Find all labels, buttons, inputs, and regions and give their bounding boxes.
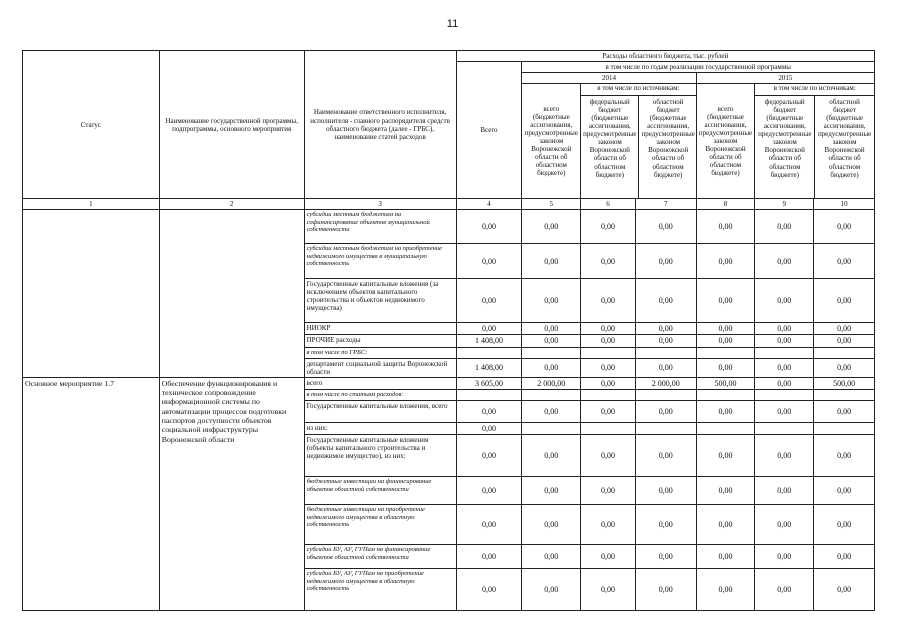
column-number-3: 3 bbox=[304, 199, 456, 210]
row-label: в том числе по ГРБС: bbox=[304, 347, 456, 358]
value-cell: 0,00 bbox=[522, 279, 581, 323]
value-cell: 3 605,00 bbox=[456, 377, 522, 389]
value-cell bbox=[456, 389, 522, 400]
value-cell: 0,00 bbox=[696, 545, 755, 569]
value-cell bbox=[755, 389, 814, 400]
column-number-1: 1 bbox=[23, 199, 160, 210]
header-regional-2014: областной бюджет (бюджетные ассигнования, предусмотренные законом Воронежской области об областном бюджете) bbox=[641, 98, 695, 179]
row-label: департамент социальной защиты Воронежской области bbox=[304, 358, 456, 377]
value-cell: 0,00 bbox=[456, 435, 522, 477]
value-cell: 0,00 bbox=[814, 358, 875, 377]
value-cell: 0,00 bbox=[696, 279, 755, 323]
value-cell: 0,00 bbox=[814, 400, 875, 422]
row-label: из них: bbox=[304, 422, 456, 434]
header-by-sources-2015: в том числе по источникам: bbox=[755, 84, 874, 96]
value-cell: 0,00 bbox=[696, 244, 755, 279]
value-cell: 0,00 bbox=[456, 477, 522, 505]
value-cell: 0,00 bbox=[696, 335, 755, 347]
header-total-budget-2015: всего (бюджетные ассигнования, предусмотренные законом Воронежской области об областном бюджете) bbox=[696, 84, 755, 199]
value-cell bbox=[696, 389, 755, 400]
value-cell: 0,00 bbox=[696, 210, 755, 244]
value-cell: 0,00 bbox=[456, 505, 522, 545]
value-cell: 0,00 bbox=[456, 323, 522, 335]
value-cell: 0,00 bbox=[581, 210, 636, 244]
value-cell: 0,00 bbox=[814, 505, 875, 545]
value-cell: 0,00 bbox=[456, 244, 522, 279]
header-executor-name: Наименование ответственного исполнителя, исполнителя - главного распорядителя средств областного бюджета (далее - ГРБС), наименование статей расходов bbox=[304, 51, 456, 199]
table-body bbox=[23, 210, 875, 611]
header-sources-2014 bbox=[581, 84, 696, 199]
header-status: Статус bbox=[23, 51, 160, 199]
value-cell: 0,00 bbox=[696, 569, 755, 611]
value-cell: 0,00 bbox=[814, 435, 875, 477]
value-cell: 0,00 bbox=[522, 323, 581, 335]
header-federal-2014: федеральный бюджет (бюджетные ассигнования, предусмотренные законом Воронежской области об областном бюджете) bbox=[581, 96, 639, 198]
column-number-5: 5 bbox=[522, 199, 581, 210]
value-cell: 0,00 bbox=[755, 435, 814, 477]
value-cell bbox=[814, 347, 875, 358]
value-cell: 0,00 bbox=[522, 477, 581, 505]
value-cell: 0,00 bbox=[814, 477, 875, 505]
value-cell bbox=[635, 422, 696, 434]
value-cell: 0,00 bbox=[755, 377, 814, 389]
value-cell bbox=[755, 422, 814, 434]
value-cell: 0,00 bbox=[755, 545, 814, 569]
header-total: Всего bbox=[456, 62, 522, 199]
value-cell: 0,00 bbox=[635, 244, 696, 279]
value-cell: 0,00 bbox=[456, 545, 522, 569]
value-cell bbox=[635, 389, 696, 400]
header-total-budget-2014: всего (бюджетные ассигнования, предусмотренные законом Воронежской области об областном бюджете) bbox=[522, 84, 581, 199]
header-sources-2015 bbox=[755, 84, 875, 199]
value-cell bbox=[581, 347, 636, 358]
value-cell: 0,00 bbox=[635, 358, 696, 377]
value-cell: 0,00 bbox=[635, 279, 696, 323]
value-cell: 0,00 bbox=[696, 323, 755, 335]
value-cell: 0,00 bbox=[755, 335, 814, 347]
header-by-years: в том числе по годам реализации государственной программы bbox=[522, 62, 875, 73]
value-cell bbox=[522, 422, 581, 434]
row-label: бюджетные инвестиции на финансирование объектов областной собственности bbox=[304, 477, 456, 505]
value-cell: 0,00 bbox=[814, 569, 875, 611]
column-number-9: 9 bbox=[755, 199, 814, 210]
value-cell: 0,00 bbox=[635, 545, 696, 569]
value-cell: 0,00 bbox=[635, 210, 696, 244]
value-cell: 0,00 bbox=[522, 210, 581, 244]
value-cell: 0,00 bbox=[696, 477, 755, 505]
column-number-7: 7 bbox=[635, 199, 696, 210]
value-cell: 0,00 bbox=[581, 505, 636, 545]
value-cell: 0,00 bbox=[581, 323, 636, 335]
value-cell: 0,00 bbox=[522, 569, 581, 611]
value-cell: 0,00 bbox=[696, 358, 755, 377]
row-label: субсидии БУ, АУ, ГУПам на финансирование объектов областной собственности bbox=[304, 545, 456, 569]
value-cell: 0,00 bbox=[581, 435, 636, 477]
column-number-2: 2 bbox=[159, 199, 304, 210]
row-label: бюджетные инвестиции на приобретение недвижимого имущества в областную собственность bbox=[304, 505, 456, 545]
row-label: НИОКР bbox=[304, 323, 456, 335]
header-year-2015: 2015 bbox=[696, 73, 874, 84]
column-number-8: 8 bbox=[696, 199, 755, 210]
value-cell: 0,00 bbox=[581, 244, 636, 279]
value-cell: 0,00 bbox=[456, 400, 522, 422]
header-year-2014: 2014 bbox=[522, 73, 696, 84]
value-cell: 0,00 bbox=[635, 505, 696, 545]
value-cell: 0,00 bbox=[696, 435, 755, 477]
column-number-6: 6 bbox=[581, 199, 636, 210]
value-cell bbox=[696, 422, 755, 434]
value-cell bbox=[522, 347, 581, 358]
status-cell-empty bbox=[23, 210, 160, 377]
row-label: субсидии местным бюджетам на софинансирование объектов муниципальной собственности bbox=[304, 210, 456, 244]
value-cell bbox=[522, 389, 581, 400]
row-label: Государственные капитальные вложения (объекты капитального строительства и недвижимое имущество), из них: bbox=[304, 435, 456, 477]
value-cell bbox=[581, 389, 636, 400]
value-cell bbox=[814, 422, 875, 434]
value-cell bbox=[581, 422, 636, 434]
value-cell: 0,00 bbox=[522, 435, 581, 477]
value-cell: 0,00 bbox=[456, 210, 522, 244]
value-cell: 0,00 bbox=[581, 335, 636, 347]
value-cell: 0,00 bbox=[635, 400, 696, 422]
value-cell: 0,00 bbox=[581, 569, 636, 611]
value-cell: 0,00 bbox=[635, 569, 696, 611]
value-cell: 0,00 bbox=[522, 400, 581, 422]
row-label: субсидии БУ, АУ, ГУПам на приобретение недвижимого имущества в областную собственность bbox=[304, 569, 456, 611]
value-cell bbox=[755, 347, 814, 358]
column-numbers-row bbox=[23, 199, 875, 210]
value-cell: 0,00 bbox=[755, 477, 814, 505]
value-cell: 0,00 bbox=[635, 323, 696, 335]
measure-name: Обеспечение функционирования и техническое сопровождение информационной системы по автоматизации процессов подготовки паспортов доступности объектов социальной инфраструктуры Воронежской области bbox=[159, 377, 304, 610]
page-number: 11 bbox=[446, 18, 459, 30]
value-cell: 0,00 bbox=[696, 505, 755, 545]
value-cell: 0,00 bbox=[456, 569, 522, 611]
value-cell: 1 408,00 bbox=[456, 335, 522, 347]
row-label: Государственные капитальные вложения (за исключением объектов капитального строительства и объектов недвижимого имущества) bbox=[304, 279, 456, 323]
value-cell bbox=[635, 347, 696, 358]
value-cell: 2 000,00 bbox=[635, 377, 696, 389]
value-cell bbox=[814, 389, 875, 400]
value-cell: 0,00 bbox=[456, 422, 522, 434]
value-cell: 0,00 bbox=[814, 210, 875, 244]
value-cell: 0,00 bbox=[755, 244, 814, 279]
header-by-sources-2014: в том числе по источникам: bbox=[581, 84, 695, 96]
row-label: в том числе по статьям расходов: bbox=[304, 389, 456, 400]
column-number-4: 4 bbox=[456, 199, 522, 210]
value-cell: 0,00 bbox=[522, 244, 581, 279]
value-cell: 0,00 bbox=[814, 244, 875, 279]
value-cell: 0,00 bbox=[814, 279, 875, 323]
value-cell: 0,00 bbox=[581, 279, 636, 323]
value-cell: 500,00 bbox=[696, 377, 755, 389]
header-program-name: Наименование государственной программы, подпрограммы, основного мероприятия bbox=[159, 51, 304, 199]
table-row bbox=[23, 210, 875, 244]
value-cell: 1 408,00 bbox=[456, 358, 522, 377]
value-cell: 0,00 bbox=[522, 505, 581, 545]
value-cell: 0,00 bbox=[581, 400, 636, 422]
value-cell: 2 000,00 bbox=[522, 377, 581, 389]
value-cell: 0,00 bbox=[635, 435, 696, 477]
header-expenses-title: Расходы областного бюджета, тыс. рублей bbox=[456, 51, 874, 62]
value-cell: 0,00 bbox=[522, 358, 581, 377]
value-cell: 0,00 bbox=[755, 323, 814, 335]
row-label: ПРОЧИЕ расходы bbox=[304, 335, 456, 347]
value-cell: 0,00 bbox=[755, 569, 814, 611]
value-cell: 0,00 bbox=[581, 545, 636, 569]
value-cell: 0,00 bbox=[755, 505, 814, 545]
column-number-10: 10 bbox=[814, 199, 875, 210]
row-label: всего bbox=[304, 377, 456, 389]
header-federal-2015: федеральный бюджет (бюджетные ассигнования, предусмотренные законом Воронежской области об областном бюджете) bbox=[755, 96, 815, 198]
value-cell: 0,00 bbox=[755, 400, 814, 422]
value-cell bbox=[696, 347, 755, 358]
value-cell: 500,00 bbox=[814, 377, 875, 389]
value-cell: 0,00 bbox=[522, 545, 581, 569]
header-regional-2015: областной бюджет (бюджетные ассигнования, предусмотренные законом Воронежской области об областном бюджете) bbox=[817, 98, 872, 179]
value-cell: 0,00 bbox=[755, 358, 814, 377]
table-row bbox=[23, 377, 875, 389]
value-cell bbox=[456, 347, 522, 358]
program-cell-empty bbox=[159, 210, 304, 377]
value-cell: 0,00 bbox=[581, 358, 636, 377]
value-cell: 0,00 bbox=[635, 335, 696, 347]
value-cell: 0,00 bbox=[755, 279, 814, 323]
value-cell: 0,00 bbox=[581, 477, 636, 505]
value-cell: 0,00 bbox=[696, 400, 755, 422]
value-cell: 0,00 bbox=[456, 279, 522, 323]
value-cell: 0,00 bbox=[814, 545, 875, 569]
expenses-table bbox=[22, 50, 875, 611]
value-cell: 0,00 bbox=[635, 477, 696, 505]
value-cell: 0,00 bbox=[814, 335, 875, 347]
value-cell: 0,00 bbox=[814, 323, 875, 335]
value-cell: 0,00 bbox=[522, 335, 581, 347]
row-label: Государственные капитальные вложения, всего bbox=[304, 400, 456, 422]
row-label: субсидии местным бюджетам на приобретение недвижимого имущества в муниципальную собственность bbox=[304, 244, 456, 279]
measure-status: Основное мероприятие 1.7 bbox=[23, 377, 160, 610]
value-cell: 0,00 bbox=[581, 377, 636, 389]
value-cell: 0,00 bbox=[755, 210, 814, 244]
